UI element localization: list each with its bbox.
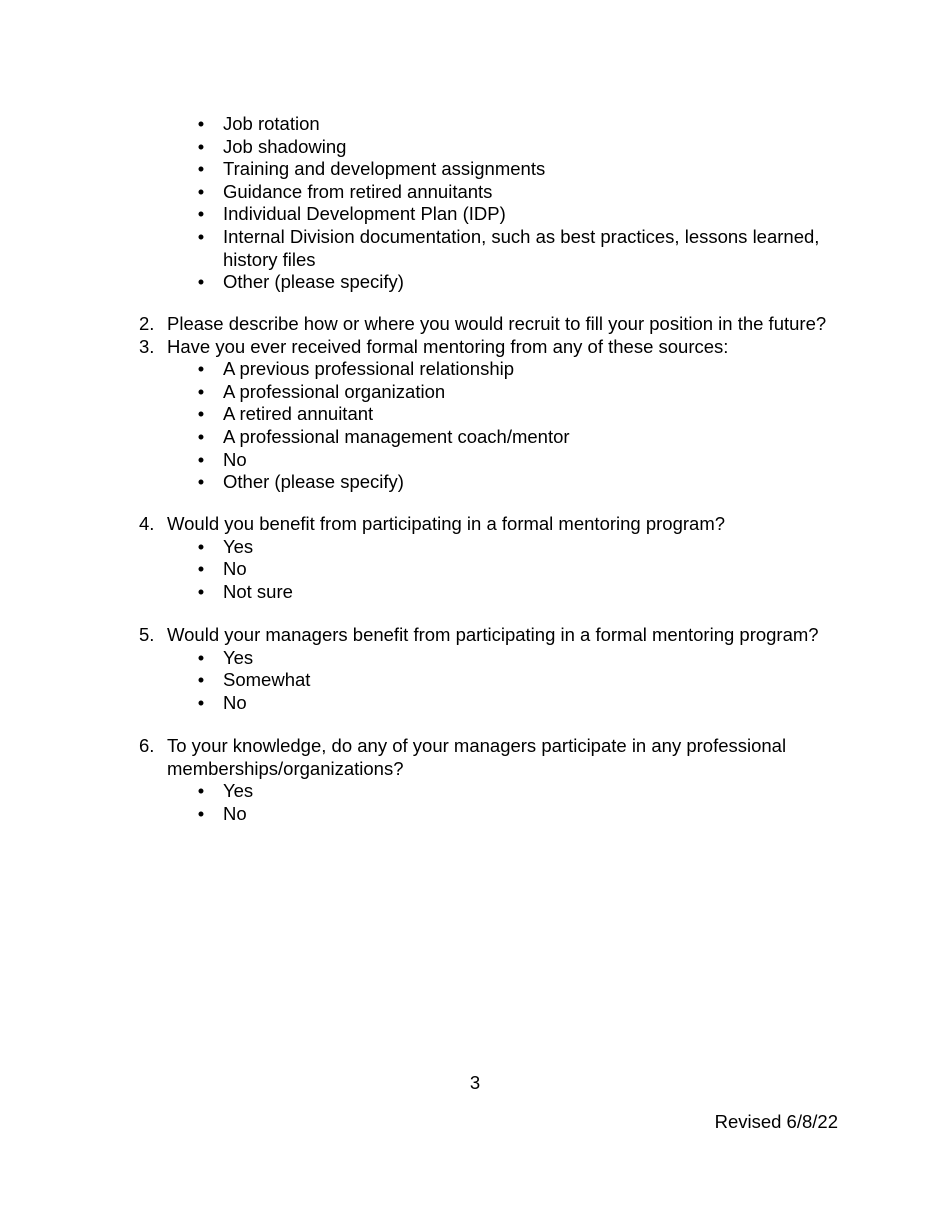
question-5-block	[0, 624, 950, 714]
list-item: • Guidance from retired annuitants	[197, 180, 493, 202]
question-text: Please describe how or where you would recruit to fill your position in the future?	[167, 313, 827, 334]
list-item: • A retired annuitant	[197, 403, 374, 425]
bullet: •	[197, 225, 205, 247]
question-4-block	[0, 513, 950, 603]
question-text-continuation: memberships/organizations?	[167, 757, 404, 779]
q1-options-list	[0, 113, 950, 294]
page-number: 3	[469, 1072, 481, 1093]
bullet: •	[197, 113, 205, 134]
bullet: •	[197, 558, 205, 580]
list-item: • Somewhat	[197, 669, 311, 691]
list-item: • A professional management coach/mentor	[197, 425, 570, 447]
bullet: •	[197, 691, 205, 713]
bullet: •	[197, 535, 205, 557]
bullet: •	[197, 203, 205, 225]
bullet: •	[197, 158, 205, 180]
question-text: Would you benefit from participating in a formal mentoring program?	[167, 513, 726, 534]
bullet: •	[197, 802, 205, 824]
question-5	[0, 624, 950, 647]
bullet: •	[197, 380, 205, 402]
list-item: • A professional organization	[197, 380, 446, 402]
revision-date: Revised 6/8/22	[714, 1111, 838, 1132]
question-number: 4.	[139, 513, 155, 534]
question-6-block	[0, 735, 950, 825]
bullet: •	[197, 135, 205, 157]
list-item: • Training and development assignments	[197, 158, 546, 180]
list-item: • Internal Division documentation, such as best practices, lessons learned,	[197, 225, 820, 247]
question-number: 5.	[139, 624, 155, 645]
question-number: 6.	[139, 735, 155, 756]
bullet: •	[197, 425, 205, 447]
question-text: Would your managers benefit from participating in a formal mentoring program?	[167, 624, 819, 645]
bullet: •	[197, 669, 205, 691]
bullet: •	[197, 448, 205, 470]
list-item: • Yes	[197, 780, 254, 802]
bullet: •	[197, 403, 205, 425]
bullet: •	[197, 471, 205, 493]
list-item: • Job shadowing	[197, 135, 347, 157]
list-item: • A previous professional relationship	[197, 358, 515, 380]
question-4	[0, 513, 950, 536]
list-item: • Individual Development Plan (IDP)	[197, 203, 506, 225]
list-item: • No	[197, 691, 247, 713]
question-2-3-block	[0, 313, 950, 494]
list-item: • Other (please specify)	[197, 471, 404, 493]
list-item: • Yes	[197, 646, 254, 668]
list-item: • Not sure	[197, 580, 293, 602]
list-item: • No	[197, 558, 247, 580]
bullet: •	[197, 180, 205, 202]
bullet: •	[197, 780, 205, 802]
question-number: 3.	[139, 335, 155, 357]
question-text: To your knowledge, do any of your managers participate in any professional	[167, 735, 787, 756]
list-item: • No	[197, 448, 247, 470]
bullet: •	[197, 358, 205, 380]
question-6	[0, 735, 950, 758]
question-2	[0, 313, 950, 336]
bullet: •	[197, 580, 205, 602]
list-item: • No	[197, 802, 247, 824]
list-item: • Yes	[197, 535, 254, 557]
list-item-continuation: history files	[223, 248, 316, 270]
question-3	[0, 336, 950, 359]
question-text: Have you ever received formal mentoring from any of these sources:	[167, 335, 729, 357]
list-item: • Job rotation	[197, 113, 320, 134]
question-number: 2.	[139, 313, 155, 334]
list-item: • Other (please specify)	[197, 271, 404, 293]
bullet: •	[197, 646, 205, 668]
bullet: •	[197, 271, 205, 293]
